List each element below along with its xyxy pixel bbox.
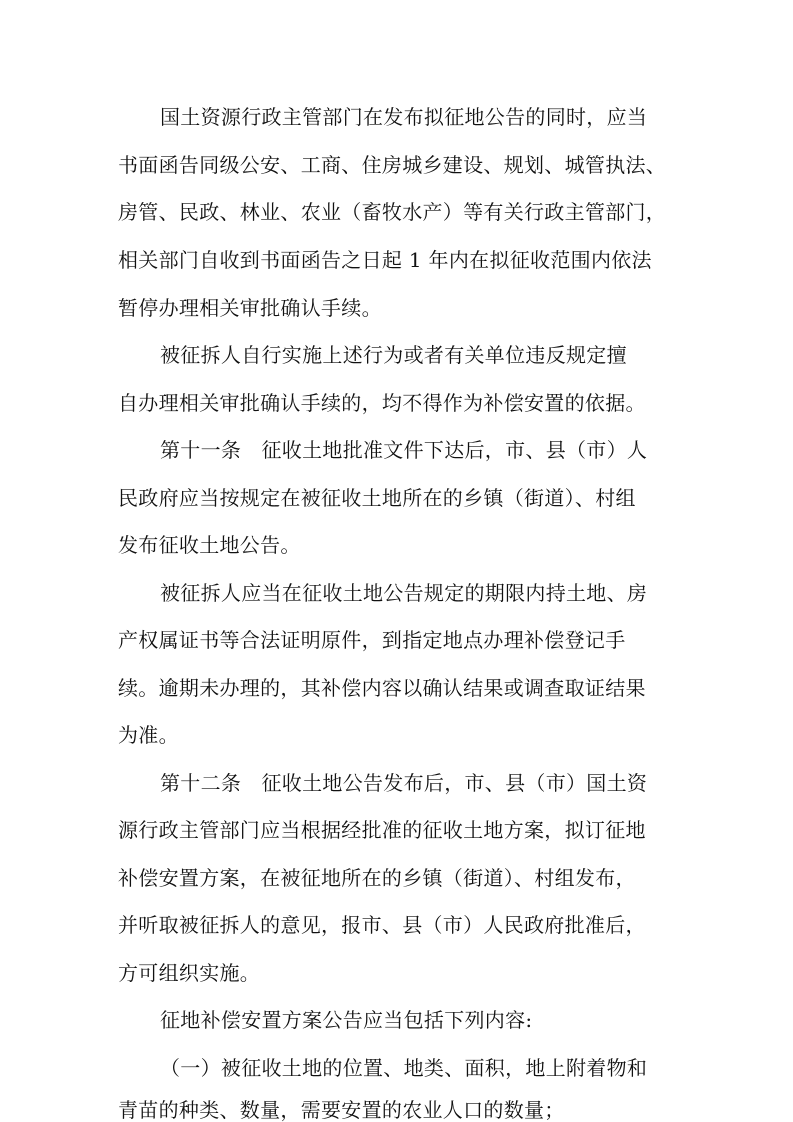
paragraph-line: 房管、民政、林业、农业（畜牧水产）等有关行政主管部门， [118,200,667,224]
paragraph-line: 书面函告同级公安、工商、住房城乡建设、规划、城管执法、 [118,153,667,177]
paragraph-line: 产权属证书等合法证明原件，到指定地点办理补偿登记手 [118,628,626,652]
paragraph-line: 自办理相关审批确认手续的，均不得作为补偿安置的依据。 [118,391,646,415]
paragraph-line: 被征拆人自行实施上述行为或者有关单位违反规定擅 [160,343,627,367]
paragraph-line: 暂停办理相关审批确认手续。 [118,296,382,320]
paragraph-line: 相关部门自收到书面函告之日起 1 年内在拟征收范围内依法 [118,248,652,272]
paragraph-line: 补偿安置方案，在被征地所在的乡镇（街道）、村组发布， [118,866,636,890]
paragraph-line: 被征拆人应当在征收土地公告规定的期限内持土地、房 [160,581,648,605]
paragraph-line: 民政府应当按规定在被征收土地所在的乡镇（街道）、村组 [118,486,636,510]
paragraph-line: 为准。 [118,723,179,747]
list-item-line: 青苗的种类、数量，需要安置的农业人口的数量； [118,1098,565,1122]
paragraph-line: 方可组织实施。 [118,961,261,985]
paragraph-line: 征地补偿安置方案公告应当包括下列内容: [160,1008,533,1032]
paragraph-line: 并听取被征拆人的意见，报市、县（市）人民政府批准后， [118,913,646,937]
paragraph-line: 源行政主管部门应当根据经批准的征收土地方案，拟订征地 [118,818,646,842]
list-item-line: （一）被征收土地的位置、地类、面积，地上附着物和 [160,1056,648,1080]
article-heading-line: 第十二条 征收土地公告发布后，市、县（市）国土资 [160,771,648,795]
article-heading-line: 第十一条 征收土地批准文件下达后，市、县（市）人 [160,438,648,462]
paragraph-line: 发布征收土地公告。 [118,533,301,557]
paragraph-line: 续。逾期未办理的，其补偿内容以确认结果或调查取证结果 [118,676,646,700]
paragraph-line: 国土资源行政主管部门在发布拟征地公告的同时，应当 [160,105,648,129]
